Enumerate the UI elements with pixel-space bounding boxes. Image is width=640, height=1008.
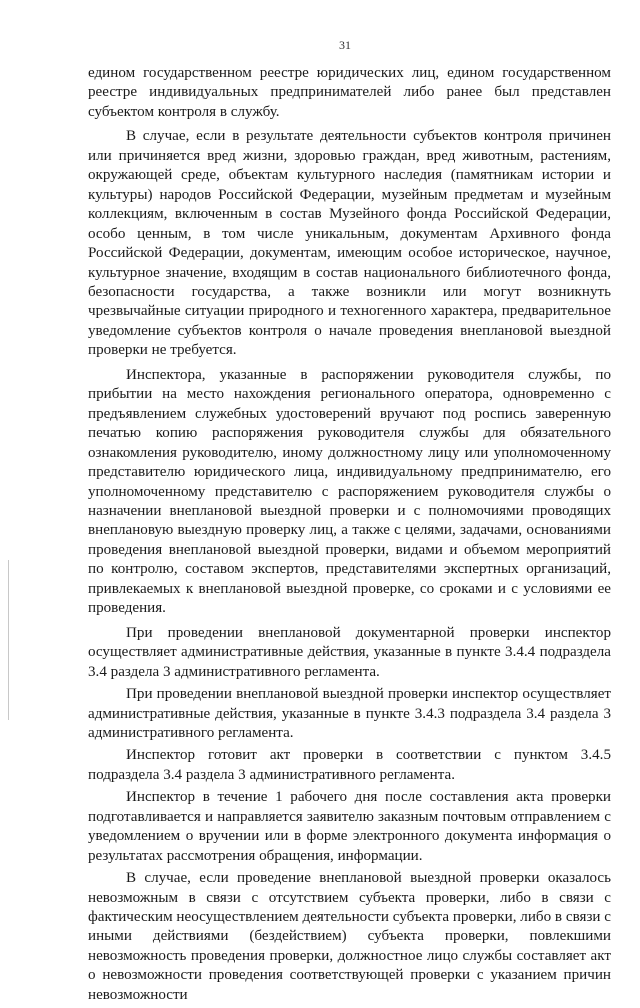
paragraph-1: едином государственном реестре юридических лиц, едином государственном реестре индивидуальных предпринимателей либо ранее был представлен субъектом контроля в службу. bbox=[88, 65, 611, 120]
scan-edge-mark bbox=[8, 560, 9, 720]
paragraph-4: При проведении внеплановой документарной проверки инспектор осуществляет административные действия, указанные в пункте 3.4.4 подраздела 3.4 раздела 3 административного регламента. bbox=[88, 624, 611, 680]
paragraph-5: При проведении внеплановой выездной проверки инспектор осуществляет административные действия, указанные в пункте 3.4.3 подраздела 3.4 раздела 3 административного регламента. bbox=[88, 686, 611, 741]
paragraph-7: Инспектор в течение 1 рабочего дня после составления акта проверки подготавливается и направляется заявителю заказным почтовым отправлением с уведомлением о вручении или в форме электронного документа информация о результатах рассмотрения обращения, информации. bbox=[88, 789, 611, 864]
paragraph-6: Инспектор готовит акт проверки в соответствии с пунктом 3.4.5 подраздела 3.4 раздела 3 административного регламента. bbox=[88, 747, 611, 783]
paragraph-8: В случае, если проведение внеплановой выездной проверки оказалось невозможным в связи с отсутствием субъекта проверки, либо в связи с фактическим неосуществлением деятельности субъекта проверки, либо в связи с иными действиями (бездействием) субъекта проверки, повлекшими невозможность проведения проверки, должностное лицо службы составляет акт о невозможности проведения соответствующей проверки с указанием причин невозможности bbox=[88, 870, 611, 1003]
body-text bbox=[88, 64, 611, 1008]
paragraph-3: Инспектора, указанные в распоряжении руководителя службы, по прибытии на место нахождения регионального оператора, одновременно с предъявлением служебных удостоверений вручают под роспись заверенную печатью копию распоряжения руководителя службы для обязательного ознакомления руководителю, иному должностному лицу или уполномоченному представителю юридического лица, индивидуальному предпринимателю, его уполномоченному представителю с распоряжением руководителя службы о назначении внеплановой выездной проверки и с полномочиями проводящих внеплановую выездную проверку лиц, а также с целями, задачами, основаниями проведения внеплановой выездной проверки, видами и объемом мероприятий по контролю, составом экспертов, представителями экспертных организаций, привлекаемых к внеплановой выездной проверке, со сроками и с условиями ее проведения. bbox=[88, 366, 611, 617]
page-number: 31 bbox=[339, 38, 351, 52]
paragraph-2: В случае, если в результате деятельности субъектов контроля причинен или причиняется вред жизни, здоровью граждан, вред животным, растениям, окружающей среде, объектам культурного наследия (памятникам истории и культуры) народов Российской Федерации, музейным предметам и музейным коллекциям, включенным в состав Музейного фонда Российской Федерации, особо ценным, в том числе уникальным, документам Архивного фонда Российской Федерации, документам, имеющим особое историческое, научное, культурное значение, входящим в состав национального библиотечного фонда, безопасности государства, а также возникли или могут возникнуть чрезвычайные ситуации природного и техногенного характера, предварительное уведомление субъектов контроля о начале проведения внеплановой выездной проверки не требуется. bbox=[88, 128, 611, 359]
